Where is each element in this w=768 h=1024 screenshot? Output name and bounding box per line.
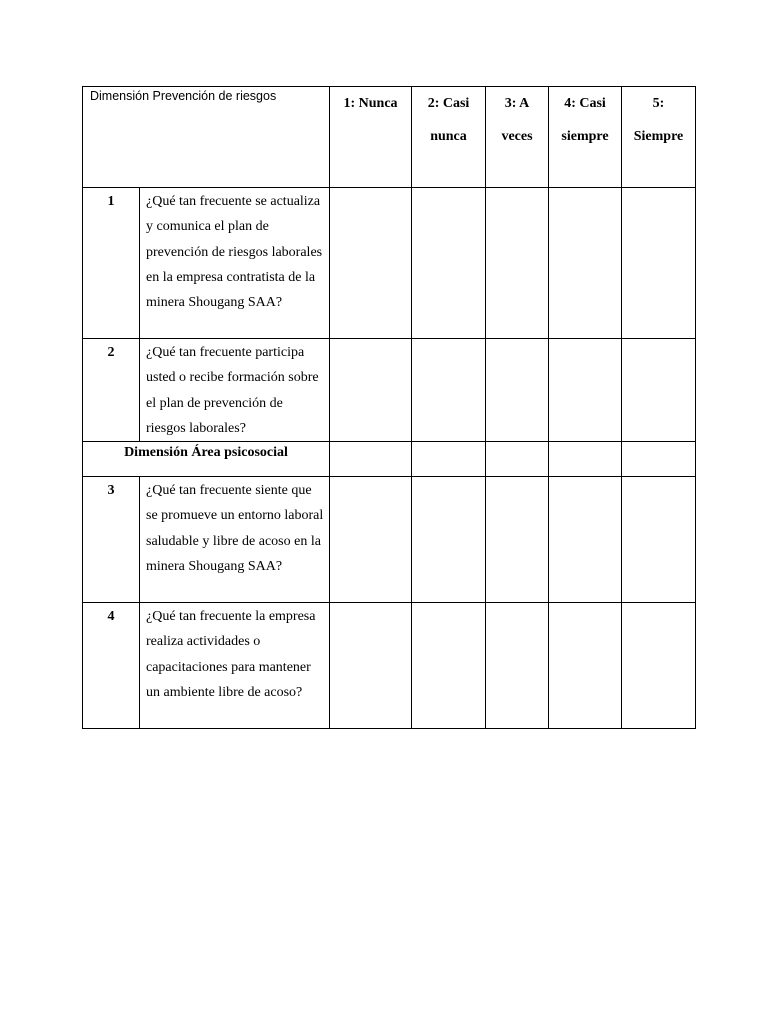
question-number: 2	[83, 339, 140, 442]
answer-cell-nunca[interactable]	[330, 477, 412, 603]
scale-header-line1: 1: Nunca	[343, 96, 398, 111]
answer-cell-casi-nunca[interactable]	[412, 188, 486, 339]
answer-cell-siempre	[622, 442, 696, 477]
scale-header-siempre	[622, 87, 696, 188]
answer-cell-a-veces[interactable]	[486, 339, 549, 442]
answer-cell-siempre[interactable]	[622, 188, 696, 339]
answer-cell-siempre[interactable]	[622, 339, 696, 442]
scale-header-nunca	[330, 87, 412, 188]
dimension-title-psicosocial: Dimensión Área psicosocial	[83, 442, 330, 477]
scale-header-line1: 3: A	[504, 96, 530, 111]
question-row	[83, 477, 696, 603]
answer-cell-siempre[interactable]	[622, 603, 696, 729]
scale-header-line2: Siempre	[633, 129, 684, 144]
question-number: 4	[83, 603, 140, 729]
answer-cell-nunca[interactable]	[330, 603, 412, 729]
scale-header-line1: 2: Casi	[427, 96, 470, 111]
question-text: ¿Qué tan frecuente siente que se promueve un entorno laboral saludable y libre de acoso en la minera Shougang SAA?	[140, 477, 330, 603]
dimension-title-prevencion: Dimensión Prevención de riesgos	[83, 87, 330, 188]
scale-header-line2: siempre	[561, 129, 609, 144]
question-row	[83, 188, 696, 339]
answer-cell-nunca[interactable]	[330, 339, 412, 442]
answer-cell-casi-nunca[interactable]	[412, 603, 486, 729]
answer-cell-casi-siempre[interactable]	[549, 188, 622, 339]
answer-cell-nunca	[330, 442, 412, 477]
answer-cell-a-veces[interactable]	[486, 477, 549, 603]
answer-cell-a-veces[interactable]	[486, 188, 549, 339]
answer-cell-siempre[interactable]	[622, 477, 696, 603]
answer-cell-nunca[interactable]	[330, 188, 412, 339]
answer-cell-casi-nunca[interactable]	[412, 477, 486, 603]
answer-cell-casi-nunca	[412, 442, 486, 477]
scale-header-a-veces	[486, 87, 549, 188]
answer-cell-casi-nunca[interactable]	[412, 339, 486, 442]
question-text: ¿Qué tan frecuente la empresa realiza actividades o capacitaciones para mantener un ambiente libre de acoso?	[140, 603, 330, 729]
answer-cell-casi-siempre[interactable]	[549, 339, 622, 442]
scale-header-line1: 5:	[652, 96, 665, 111]
answer-cell-a-veces	[486, 442, 549, 477]
survey-table	[82, 86, 696, 729]
header-row	[83, 87, 696, 188]
question-row	[83, 339, 696, 442]
question-text: ¿Qué tan frecuente participa usted o recibe formación sobre el plan de prevención de riesgos laborales?	[140, 339, 330, 442]
question-row	[83, 603, 696, 729]
scale-header-casi-siempre	[549, 87, 622, 188]
scale-header-casi-nunca	[412, 87, 486, 188]
answer-cell-casi-siempre	[549, 442, 622, 477]
answer-cell-casi-siempre[interactable]	[549, 477, 622, 603]
question-text: ¿Qué tan frecuente se actualiza y comunica el plan de prevención de riesgos laborales en la empresa contratista de la minera Shougang SAA?	[140, 188, 330, 339]
question-number: 1	[83, 188, 140, 339]
dimension-row	[83, 442, 696, 477]
scale-header-line2: veces	[501, 129, 533, 144]
scale-header-line1: 4: Casi	[564, 96, 606, 111]
answer-cell-a-veces[interactable]	[486, 603, 549, 729]
answer-cell-casi-siempre[interactable]	[549, 603, 622, 729]
scale-header-line2: nunca	[430, 129, 467, 144]
question-number: 3	[83, 477, 140, 603]
